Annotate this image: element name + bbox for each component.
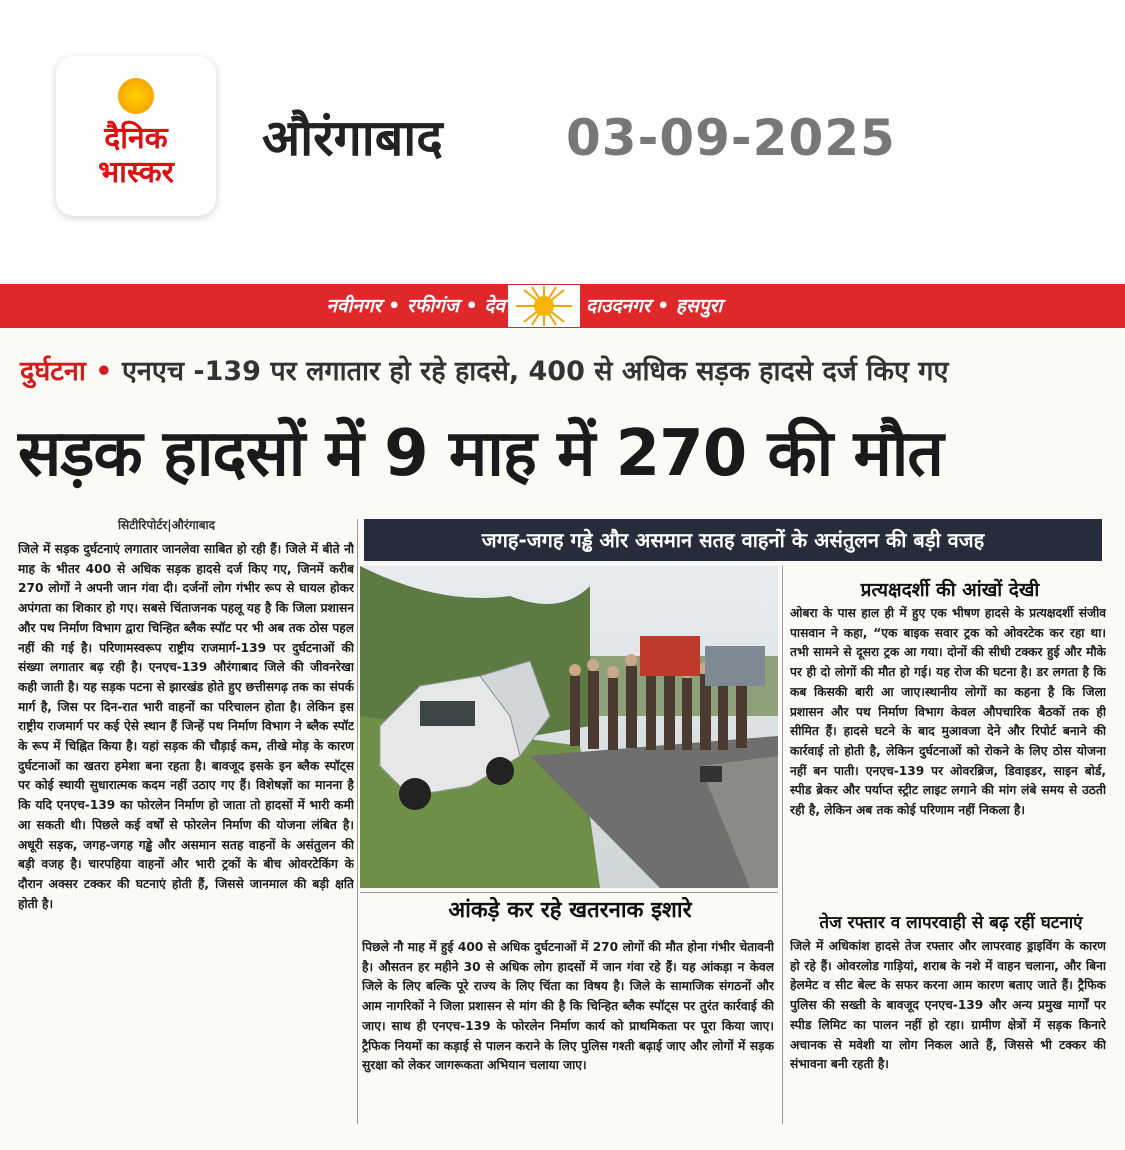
- accident-scene-photo: [360, 566, 778, 888]
- strip-localities-right: दाउदनगर • हसपुरा: [586, 295, 723, 317]
- kicker-text: एनएच -139 पर लगातार हो रहे हादसे, 400 से अधिक सड़क हादसे दर्ज किए गए: [121, 356, 949, 387]
- eyewitness-heading: प्रत्यक्षदर्शी की आंखों देखी: [860, 579, 1040, 601]
- article-headline: सड़क हादसों में 9 माह में 270 की मौत: [18, 417, 943, 491]
- speed-heading: तेज रफ्तार व लापरवाही से बढ़ रहीं घटनाएं: [819, 913, 1083, 933]
- stats-body: पिछले नौ माह में हुई 400 से अधिक दुर्घटनाओं में 270 लोगों की मौत होना गंभीर चेतावनी है। औसतन हर महीने 30 से अधिक लोग हादसों में जान गंवा रहे हैं। यह आंकड़ा न केवल जिले के लिए बल्कि पूरे राज्य के लिए चिंता का विषय है। जिले के सामाजिक संगठनों और आम नागरिकों ने जिला प्रशासन से मांग की है कि चिन्हित ब्लैक स्पॉट्स पर तुरंत कार्रवाई की जाए। साथ ही एनएच-139 के फोरलेन निर्माण कार्य को प्राथमिकता पर पूरा किया जाए। ट्रैफिक नियमों का कड़ाई से पालन कराने के लिए पुलिस गश्ती बढ़ाई जाए और लोगों में सड़क सुरक्षा को लेकर जागरूकता अभियान चलाया जाए।: [362, 940, 774, 1073]
- eyewitness-body: ओबरा के पास हाल ही में हुए एक भीषण हादसे के प्रत्यक्षदर्शी संजीव पासवान ने कहा, “एक बाइक सवार ट्रक को ओवरटेक कर रहा था। तभी सामने से दूसरा ट्रक आ गया। दोनों की सीधी टक्कर हुई और मौके पर ही दो लोगों की मौत हो गई। यह रोज की घटना है। डर लगता है कि कब किसकी बारी आ जाए।स्थानीय लोगों का कहना है कि जिला प्रशासन और पथ निर्माण विभाग केवल औपचारिक बैठकों तक ही सीमित हैं। हादसे घटने के बाद मुआवजा देने और रिपोर्ट बनाने की कार्रवाई तो होती है, लेकिन दुर्घटनाओं को रोकने के लिए ठोस योजना नहीं बन पाती। एनएच-139 पर ओवरब्रिज, डिवाइडर, साइन बोर्ड, स्पीड ब्रेकर और पर्याप्त स्ट्रीट लाइट लगाने की मांग लंबे समय से उठती रही है, लेकिन अब तक कोई परिणाम नहीं निकला है।: [790, 606, 1106, 818]
- kicker-bullet: •: [95, 356, 113, 387]
- column-divider: [357, 519, 358, 1124]
- column-divider: [782, 566, 783, 1124]
- section-divider: [360, 892, 778, 893]
- dainik-bhaskar-logo: [56, 56, 216, 216]
- byline: सिटीरिपोर्टर|औरंगाबाद: [118, 518, 216, 532]
- speed-body: जिले में अधिकांश हादसे तेज रफ्तार और लापरवाह ड्राइविंग के कारण हो रहे हैं। ओवरलोड गाड़ियां, शराब के नशे में वाहन चलाना, और बिना हेलमेट व सीट बेल्ट के सफर करना आम कारण बताए जाते हैं। ट्रैफिक पुलिस की सख्ती के बावजूद एनएच-139 और अन्य प्रमुख मार्गों पर स्पीड लिमिट का पालन नहीं हो रहा। ग्रामीण क्षेत्रों में सड़क किनारे अचानक से मवेशी या लोग निकल आते हैं, जिससे भी टक्कर की संभावना बनी रहती है।: [790, 939, 1106, 1072]
- article-body: जिले में सड़क दुर्घटनाएं लगातार जानलेवा साबित हो रही हैं। जिले में बीते नौ माह के भीतर 400 से अधिक सड़क हादसे दर्ज किए गए, जिनमें करीब 270 लोगों ने अपनी जान गंवा दी। दर्जनों लोग गंभीर रूप से घायल होकर अपंगता का शिकार हो गए। सबसे चिंताजनक पहलू यह है कि जिला प्रशासन और पथ निर्माण विभाग द्वारा चिन्हित ब्लैक स्पॉट पर भी अब तक ठोस पहल नहीं की गई है। परिणामस्वरूप राष्ट्रीय राजमार्ग-139 पर दुर्घटनाओं की संख्या लगातार बढ़ रही है। एनएच-139 औरंगाबाद जिले की जीवनरेखा कही जाती है। यह सड़क पटना से झारखंड होते हुए छत्तीसगढ़ तक का संपर्क मार्ग है, जिस पर दिन-रात भारी वाहनों का परिचालन होता है। लेकिन इस राष्ट्रीय राजमार्ग पर कई ऐसे स्थान हैं जिन्हें पथ निर्माण विभाग ने ब्लैक स्पॉट के रूप में चिह्नित किया है। यहां सड़क की चौड़ाई कम, तीखे मोड़ के कारण दुर्घटनाओं का खतरा हमेशा बना रहता है। बावजूद इसके इन ब्लैक स्पॉट्स पर कोई स्थायी सुधारात्मक कदम नहीं उठाए गए हैं। विशेषज्ञों का मानना है कि यदि एनएच-139 का फोरलेन निर्माण हो जाता तो हादसों में भारी कमी आ सकती थी। पिछले कई वर्षों से फोरलेन निर्माण की योजना लंबित है। अधूरी सड़क, जगह-जगह गड्ढे और असमान सतह वाहनों के असंतुलन की बड़ी वजह है। चारपहिया वाहनों और भारी ट्रकों के बीच ओवरटेकिंग के दौरान अक्सर टक्कर की घटनाएं होती हैं, जिससे जानमाल की बड़ी क्षति होती है।: [18, 542, 354, 911]
- sun-icon: [508, 285, 580, 327]
- sun-icon: [118, 78, 154, 114]
- photo-caption-banner: जगह-जगह गड्ढे और असमान सतह वाहनों के असंतुलन की बड़ी वजह: [364, 519, 1102, 561]
- edition-city: औरंगाबाद: [262, 109, 443, 167]
- strip-localities-left: नवीनगर • रफीगंज • देव: [326, 295, 505, 317]
- logo-text-line2: भास्कर: [98, 155, 174, 190]
- edition-date: 03-09-2025: [566, 109, 896, 167]
- stats-heading: आंकड़े कर रहे खतरनाक इशारे: [448, 898, 692, 923]
- article-kicker: [20, 352, 1120, 392]
- logo-text-line1: दैनिक: [104, 121, 168, 156]
- kicker-tag: दुर्घटना: [20, 356, 86, 387]
